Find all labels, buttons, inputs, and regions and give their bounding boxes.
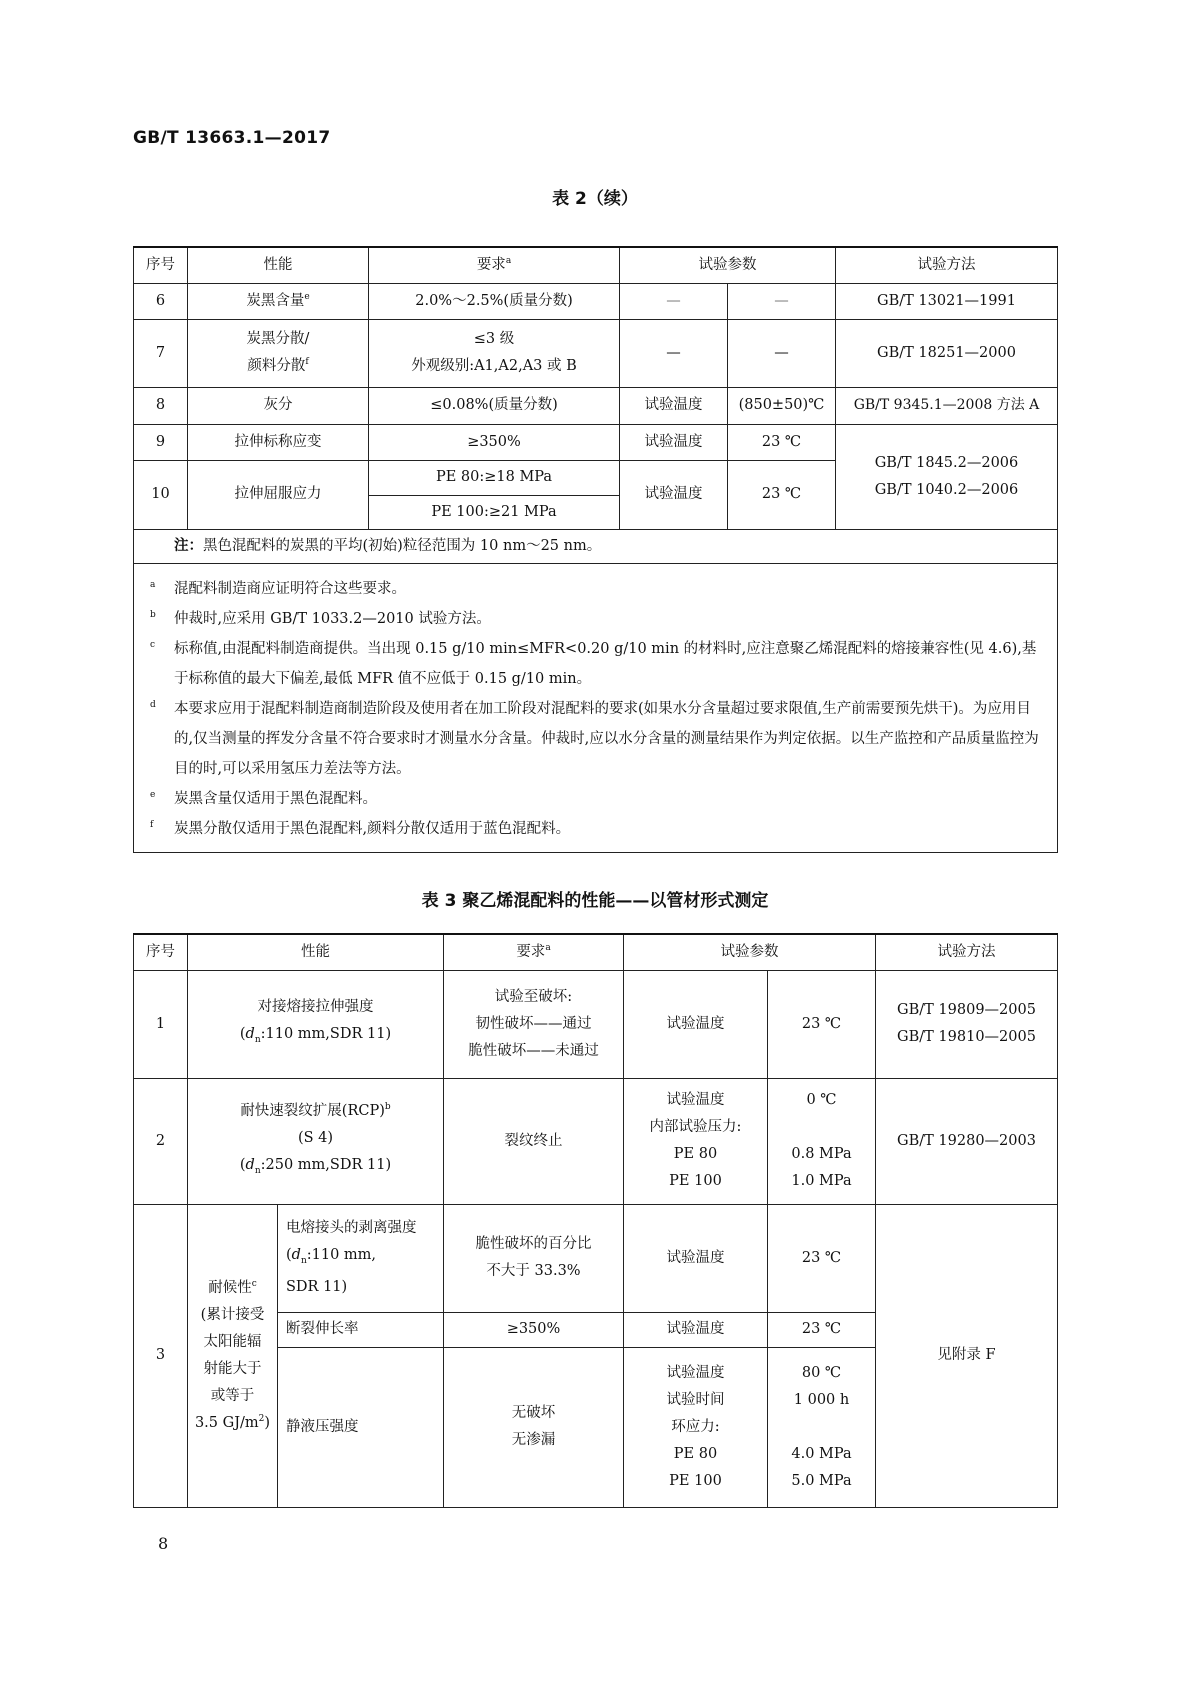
col-requirement: 要求$^a$ [444, 934, 624, 970]
col-requirement: 要求$^a$ [369, 247, 620, 283]
table-row [134, 1204, 1058, 1312]
table-row [134, 970, 1058, 1078]
col-method: 试验方法 [876, 934, 1058, 970]
col-no: 序号 [134, 934, 188, 970]
cell-property: 拉伸屈服应力 [188, 460, 369, 529]
cell-method: GB/T 19280—2003 [876, 1078, 1058, 1204]
cell-property: 对接熔接拉伸强度 ($d_n:110$ mm,SDR 11) [188, 970, 444, 1078]
cell-value: — [728, 319, 836, 387]
footnote: f 炭黑分散仅适用于黑色混配料,颜料分散仅适用于蓝色混配料。 [150, 819, 571, 837]
col-property: 性能 [188, 934, 444, 970]
cell-value: 23 ℃ [768, 1312, 876, 1347]
cell-req: 裂纹终止 [444, 1078, 624, 1204]
cell-value: 0 ℃ 0.8 MPa 1.0 MPa [768, 1078, 876, 1204]
cell-req: ≤3 级 外观级别:A1,A2,A3 或 B [369, 319, 620, 387]
cell-property: 炭黑分散/ 颜料分散$^f$ [188, 319, 369, 387]
cell-req: PE 100:≥21 MPa [369, 495, 620, 529]
cell-no: 8 [134, 387, 188, 424]
col-method: 试验方法 [836, 247, 1058, 283]
cell-value: 23 ℃ [768, 1204, 876, 1312]
cell-req: ≥350% [369, 424, 620, 460]
cell-value: 23 ℃ [728, 424, 836, 460]
cell-param: — [620, 319, 728, 387]
cell-method: GB/T 9345.1—2008 方法 A [836, 387, 1058, 424]
cell-param: 试验温度 [620, 387, 728, 424]
table-row [134, 387, 1058, 424]
cell-req: 无破坏 无渗漏 [444, 1347, 624, 1507]
cell-param: 试验温度 [624, 970, 768, 1078]
cell-no: 10 [134, 460, 188, 529]
table3-caption: 表 3 聚乙烯混配料的性能——以管材形式测定 [421, 891, 769, 911]
footnotes [134, 563, 1058, 852]
cell-property: 耐快速裂纹扩展(RCP)$^b$ (S 4) ($d_n:250$ mm,SDR 11) [188, 1078, 444, 1204]
cell-param: 试验温度 试验时间 环应力: PE 80 PE 100 [624, 1347, 768, 1507]
footnote: e 炭黑含量仅适用于黑色混配料。 [150, 789, 377, 807]
table-row [134, 424, 1058, 460]
footnote: a 混配料制造商应证明符合这些要求。 [150, 579, 406, 597]
table2-header-row [134, 247, 1058, 283]
cell-method: GB/T 1845.2—2006 GB/T 1040.2—2006 [836, 424, 1058, 529]
col-params: 试验参数 [624, 934, 876, 970]
cell-param: 试验温度 [620, 460, 728, 529]
cell-param: 试验温度 内部试验压力: PE 80 PE 100 [624, 1078, 768, 1204]
cell-req: 试验至破坏: 韧性破坏——通过 脆性破坏——未通过 [444, 970, 624, 1078]
cell-property: 炭黑含量$^e$ [188, 283, 369, 319]
cell-no: 1 [134, 970, 188, 1078]
table-row [134, 319, 1058, 387]
table2-note-row [134, 529, 1058, 563]
cell-value: (850±50)℃ [728, 387, 836, 424]
cell-no: 7 [134, 319, 188, 387]
cell-group: 耐候性$^c$ (累计接受 太阳能辐 射能大于 或等于 3.5 $GJ/m^2$) [188, 1204, 278, 1507]
table2 [133, 246, 1058, 853]
footnote: d 本要求应用于混配料制造商制造阶段及使用者在加工阶段对混配料的要求(如果水分含量超过要求限值,生产前需要预先烘干)。为应用目的,仅当测量的挥发分含量不符合要求时才测量水分含量。仲裁时,应以水分含量的测量结果作为判定依据。以生产监控和产品质量监控为目的时,可以采用氢压力差法等方法。 [150, 699, 1039, 777]
footnote: b 仲裁时,应采用 GB/T 1033.2—2010 试验方法。 [150, 609, 491, 627]
cell-method: GB/T 18251—2000 [836, 319, 1058, 387]
cell-param: — [620, 283, 728, 319]
cell-no: 2 [134, 1078, 188, 1204]
table2-footnotes-row [134, 563, 1058, 852]
footnote: c 标称值,由混配料制造商提供。当出现 0.15 g/10 min≤MFR<0.20 g/10 min 的材料时,应注意聚乙烯混配料的熔接兼容性(见 4.6),基于标称值的最大下偏差,最低 MFR 值不应低于 0.15 g/10 min。 [150, 639, 1037, 687]
col-params: 试验参数 [620, 247, 836, 283]
cell-value: 23 ℃ [768, 970, 876, 1078]
cell-req: 脆性破坏的百分比 不大于 33.3% [444, 1204, 624, 1312]
cell-param: 试验温度 [624, 1312, 768, 1347]
cell-no: 6 [134, 283, 188, 319]
cell-property: 灰分 [188, 387, 369, 424]
table3 [133, 933, 1058, 1508]
cell-req: 2.0%～2.5%(质量分数) [369, 283, 620, 319]
cell-value: 23 ℃ [728, 460, 836, 529]
cell-subproperty: 断裂伸长率 [278, 1312, 444, 1347]
table-row [134, 1078, 1058, 1204]
cell-value: 80 ℃ 1 000 h 4.0 MPa 5.0 MPa [768, 1347, 876, 1507]
cell-method: 见附录 F [876, 1204, 1058, 1507]
cell-method: GB/T 13021—1991 [836, 283, 1058, 319]
table3-header-row [134, 934, 1058, 970]
table2-caption: 表 2（续） [552, 189, 638, 209]
cell-subproperty: 静液压强度 [278, 1347, 444, 1507]
standard-code: GB/T 13663.1—2017 [133, 128, 331, 148]
cell-req: ≥350% [444, 1312, 624, 1347]
table-note: 注：黑色混配料的炭黑的平均(初始)粒径范围为 10 nm～25 nm。 [134, 529, 1058, 563]
cell-param: 试验温度 [620, 424, 728, 460]
cell-no: 3 [134, 1204, 188, 1507]
table-row [134, 283, 1058, 319]
cell-req: ≤0.08%(质量分数) [369, 387, 620, 424]
cell-method: GB/T 19809—2005 GB/T 19810—2005 [876, 970, 1058, 1078]
col-no: 序号 [134, 247, 188, 283]
page-number: 8 [158, 1534, 169, 1553]
cell-param: 试验温度 [624, 1204, 768, 1312]
cell-no: 9 [134, 424, 188, 460]
cell-property: 拉伸标称应变 [188, 424, 369, 460]
cell-value: — [728, 283, 836, 319]
cell-req: PE 80:≥18 MPa [369, 460, 620, 495]
cell-subproperty: 电熔接头的剥离强度 ($d_n:110$ mm, SDR 11) [278, 1204, 444, 1312]
col-property: 性能 [188, 247, 369, 283]
